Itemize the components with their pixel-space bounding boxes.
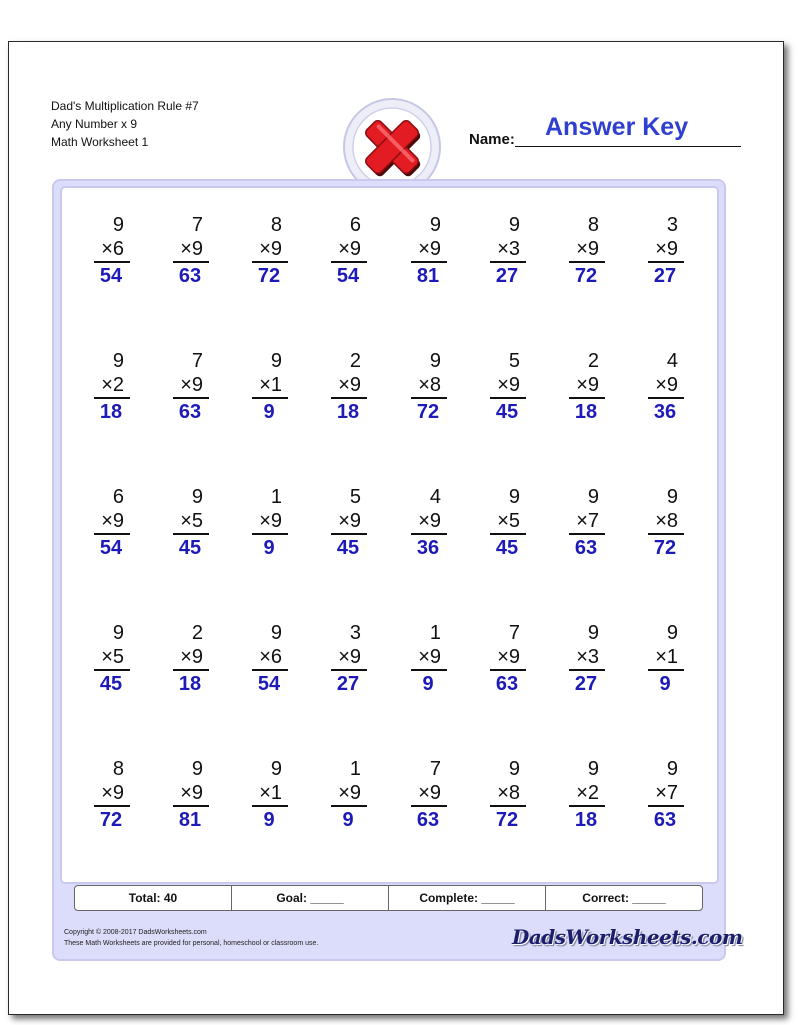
answer: 81	[178, 809, 202, 831]
answer: 45	[495, 537, 519, 559]
answer: 18	[574, 401, 598, 423]
multiplier: ×9	[101, 510, 124, 532]
problem	[567, 757, 605, 841]
answer: 18	[178, 673, 202, 695]
multiplier: ×9	[497, 646, 520, 668]
answer-rule	[94, 261, 130, 263]
answer: 27	[653, 265, 677, 287]
problem	[92, 485, 130, 569]
answer-rule	[490, 533, 526, 535]
problem	[329, 485, 367, 569]
problem	[171, 349, 209, 433]
answer-rule	[173, 261, 209, 263]
multiplicand: 9	[429, 350, 441, 372]
answer-rule	[94, 533, 130, 535]
answer-key-label: Answer Key	[545, 113, 689, 141]
multiplier: ×9	[180, 782, 203, 804]
answer: 54	[99, 265, 123, 287]
problem	[488, 485, 526, 569]
multiplier: ×9	[418, 238, 441, 260]
problem	[567, 213, 605, 297]
answer-rule	[94, 669, 130, 671]
multiplicand: 2	[349, 350, 361, 372]
answer-rule	[411, 397, 447, 399]
multiplicand: 9	[666, 486, 678, 508]
answer-rule	[490, 669, 526, 671]
problem	[646, 485, 684, 569]
problem	[646, 213, 684, 297]
answer: 27	[336, 673, 360, 695]
answer-rule	[173, 669, 209, 671]
problem	[171, 213, 209, 297]
problem	[250, 485, 288, 569]
multiplicand: 2	[191, 622, 203, 644]
multiplier: ×9	[655, 374, 678, 396]
multiplicand: 3	[349, 622, 361, 644]
multiplier: ×8	[655, 510, 678, 532]
answer-rule	[490, 261, 526, 263]
problem	[488, 757, 526, 841]
multiplicand: 8	[112, 758, 124, 780]
answer-rule	[411, 261, 447, 263]
answer-rule	[569, 533, 605, 535]
name-field-line[interactable]	[515, 146, 741, 147]
multiplier: ×9	[576, 238, 599, 260]
answer-rule	[411, 805, 447, 807]
problem	[329, 213, 367, 297]
answer: 18	[336, 401, 360, 423]
answer: 54	[336, 265, 360, 287]
answer-rule	[569, 805, 605, 807]
multiplicand: 9	[270, 350, 282, 372]
answer-rule	[252, 397, 288, 399]
problem	[329, 621, 367, 705]
answer: 27	[495, 265, 519, 287]
answer: 36	[653, 401, 677, 423]
answer-rule	[490, 805, 526, 807]
multiplicand: 1	[270, 486, 282, 508]
multiplicand: 7	[191, 214, 203, 236]
answer-rule	[648, 397, 684, 399]
problem	[250, 757, 288, 841]
answer-rule	[252, 533, 288, 535]
answer: 45	[178, 537, 202, 559]
answer: 81	[416, 265, 440, 287]
problem	[329, 349, 367, 433]
multiplicand: 2	[587, 350, 599, 372]
answer: 45	[495, 401, 519, 423]
multiplier: ×8	[418, 374, 441, 396]
problem	[646, 349, 684, 433]
problem	[92, 349, 130, 433]
answer: 63	[416, 809, 440, 831]
answer-rule	[490, 397, 526, 399]
answer: 27	[574, 673, 598, 695]
brand-logo: DadsWorksheets.com	[512, 925, 743, 949]
problem	[567, 485, 605, 569]
multiplicand: 9	[270, 622, 282, 644]
multiplicand: 6	[112, 486, 124, 508]
multiplier: ×7	[655, 782, 678, 804]
multiplier: ×9	[259, 510, 282, 532]
multiplicand: 8	[587, 214, 599, 236]
answer: 45	[336, 537, 360, 559]
answer-rule	[569, 397, 605, 399]
multiplicand: 9	[112, 350, 124, 372]
goal-field: Goal: _____	[232, 886, 389, 910]
answer-rule	[252, 669, 288, 671]
multiplier: ×1	[259, 782, 282, 804]
copyright-text: Copyright © 2008-2017 DadsWorksheets.com	[64, 929, 207, 936]
answer-rule	[94, 397, 130, 399]
multiplier: ×3	[576, 646, 599, 668]
multiplier: ×9	[497, 374, 520, 396]
multiplicand: 1	[429, 622, 441, 644]
total-count: Total: 40	[75, 886, 232, 910]
answer-rule	[331, 261, 367, 263]
multiplicand: 7	[429, 758, 441, 780]
answer-rule	[173, 397, 209, 399]
multiplier: ×5	[180, 510, 203, 532]
answer-rule	[648, 533, 684, 535]
multiplier: ×2	[101, 374, 124, 396]
multiplicand: 9	[587, 622, 599, 644]
multiplier: ×5	[497, 510, 520, 532]
answer: 45	[99, 673, 123, 695]
answer: 9	[263, 401, 275, 423]
multiplicand: 6	[349, 214, 361, 236]
multiplier: ×9	[101, 782, 124, 804]
answer-rule	[331, 805, 367, 807]
answer: 54	[99, 537, 123, 559]
answer: 9	[263, 537, 275, 559]
answer: 63	[178, 265, 202, 287]
answer: 63	[178, 401, 202, 423]
stats-bar	[74, 885, 703, 911]
answer: 9	[422, 673, 434, 695]
multiplier: ×6	[259, 646, 282, 668]
multiplier: ×9	[338, 510, 361, 532]
problem	[409, 349, 447, 433]
problem	[250, 349, 288, 433]
multiplicand: 4	[429, 486, 441, 508]
answer: 63	[495, 673, 519, 695]
problem	[171, 757, 209, 841]
answer: 72	[257, 265, 281, 287]
problem	[567, 621, 605, 705]
answer: 72	[416, 401, 440, 423]
multiplicand: 9	[587, 758, 599, 780]
multiplier: ×7	[576, 510, 599, 532]
multiplicand: 9	[587, 486, 599, 508]
multiplier: ×9	[259, 238, 282, 260]
problem	[92, 621, 130, 705]
problem	[171, 621, 209, 705]
usage-note: These Math Worksheets are provided for personal, homeschool or classroom use.	[64, 940, 319, 947]
answer-rule	[331, 397, 367, 399]
problem	[250, 621, 288, 705]
multiplier: ×9	[180, 238, 203, 260]
problem	[646, 621, 684, 705]
multiplier: ×2	[576, 782, 599, 804]
answer-rule	[411, 533, 447, 535]
problem	[329, 757, 367, 841]
multiplicand: 9	[191, 486, 203, 508]
answer-rule	[252, 805, 288, 807]
answer-rule	[173, 533, 209, 535]
name-label: Name:	[469, 131, 515, 148]
multiplicand: 3	[666, 214, 678, 236]
problem	[567, 349, 605, 433]
problem	[92, 213, 130, 297]
multiplier: ×5	[101, 646, 124, 668]
multiplicand: 1	[349, 758, 361, 780]
multiplicand: 9	[508, 486, 520, 508]
answer-rule	[648, 805, 684, 807]
multiplier: ×9	[418, 782, 441, 804]
multiplier: ×9	[576, 374, 599, 396]
multiplier: ×9	[418, 646, 441, 668]
correct-field: Correct: _____	[582, 891, 666, 905]
problem	[92, 757, 130, 841]
answer: 54	[257, 673, 281, 695]
problem	[409, 621, 447, 705]
multiplicand: 5	[349, 486, 361, 508]
answer-rule	[94, 805, 130, 807]
multiplicand: 8	[270, 214, 282, 236]
multiplicand: 4	[666, 350, 678, 372]
multiplicand: 9	[429, 214, 441, 236]
problem	[409, 757, 447, 841]
answer: 63	[574, 537, 598, 559]
multiplicand: 9	[666, 758, 678, 780]
multiplier: ×9	[338, 646, 361, 668]
answer-rule	[173, 805, 209, 807]
problem	[250, 213, 288, 297]
answer: 9	[342, 809, 354, 831]
problem-frame	[52, 179, 743, 961]
answer-rule	[411, 669, 447, 671]
answer: 18	[574, 809, 598, 831]
answer-rule	[252, 261, 288, 263]
multiplier: ×9	[338, 238, 361, 260]
multiplier: ×9	[338, 374, 361, 396]
answer: 72	[574, 265, 598, 287]
problem	[646, 757, 684, 841]
answer-rule	[648, 261, 684, 263]
answer-rule	[569, 669, 605, 671]
multiplier: ×1	[259, 374, 282, 396]
problem	[409, 485, 447, 569]
multiplicand: 7	[191, 350, 203, 372]
multiplicand: 5	[508, 350, 520, 372]
multiplicand: 9	[191, 758, 203, 780]
answer-rule	[331, 669, 367, 671]
multiplier: ×6	[101, 238, 124, 260]
worksheet-title: Dad's Multiplication Rule #7	[51, 99, 199, 113]
multiplier: ×3	[497, 238, 520, 260]
multiplicand: 7	[508, 622, 520, 644]
answer: 9	[263, 809, 275, 831]
multiplier: ×9	[655, 238, 678, 260]
answer: 72	[495, 809, 519, 831]
answer: 72	[99, 809, 123, 831]
worksheet-subtitle: Any Number x 9	[51, 117, 138, 131]
problem	[488, 213, 526, 297]
multiplier: ×9	[418, 510, 441, 532]
multiplicand: 9	[666, 622, 678, 644]
answer: 63	[653, 809, 677, 831]
multiplicand: 9	[112, 622, 124, 644]
multiplier: ×9	[180, 646, 203, 668]
problem-grid	[60, 186, 719, 884]
problem	[171, 485, 209, 569]
multiplicand: 9	[508, 214, 520, 236]
multiplier: ×1	[655, 646, 678, 668]
answer: 36	[416, 537, 440, 559]
answer-rule	[331, 533, 367, 535]
answer-rule	[648, 669, 684, 671]
worksheet-page	[8, 41, 784, 1015]
worksheet-number: Math Worksheet 1	[51, 135, 149, 149]
answer: 72	[653, 537, 677, 559]
problem	[488, 621, 526, 705]
multiplicand: 9	[270, 758, 282, 780]
answer-rule	[569, 261, 605, 263]
answer: 9	[659, 673, 671, 695]
multiplicand: 9	[508, 758, 520, 780]
complete-field: Complete: _____	[389, 886, 546, 910]
answer: 18	[99, 401, 123, 423]
multiplier: ×9	[338, 782, 361, 804]
multiplier: ×8	[497, 782, 520, 804]
problem	[409, 213, 447, 297]
problem	[488, 349, 526, 433]
multiplier: ×9	[180, 374, 203, 396]
multiplicand: 9	[112, 214, 124, 236]
